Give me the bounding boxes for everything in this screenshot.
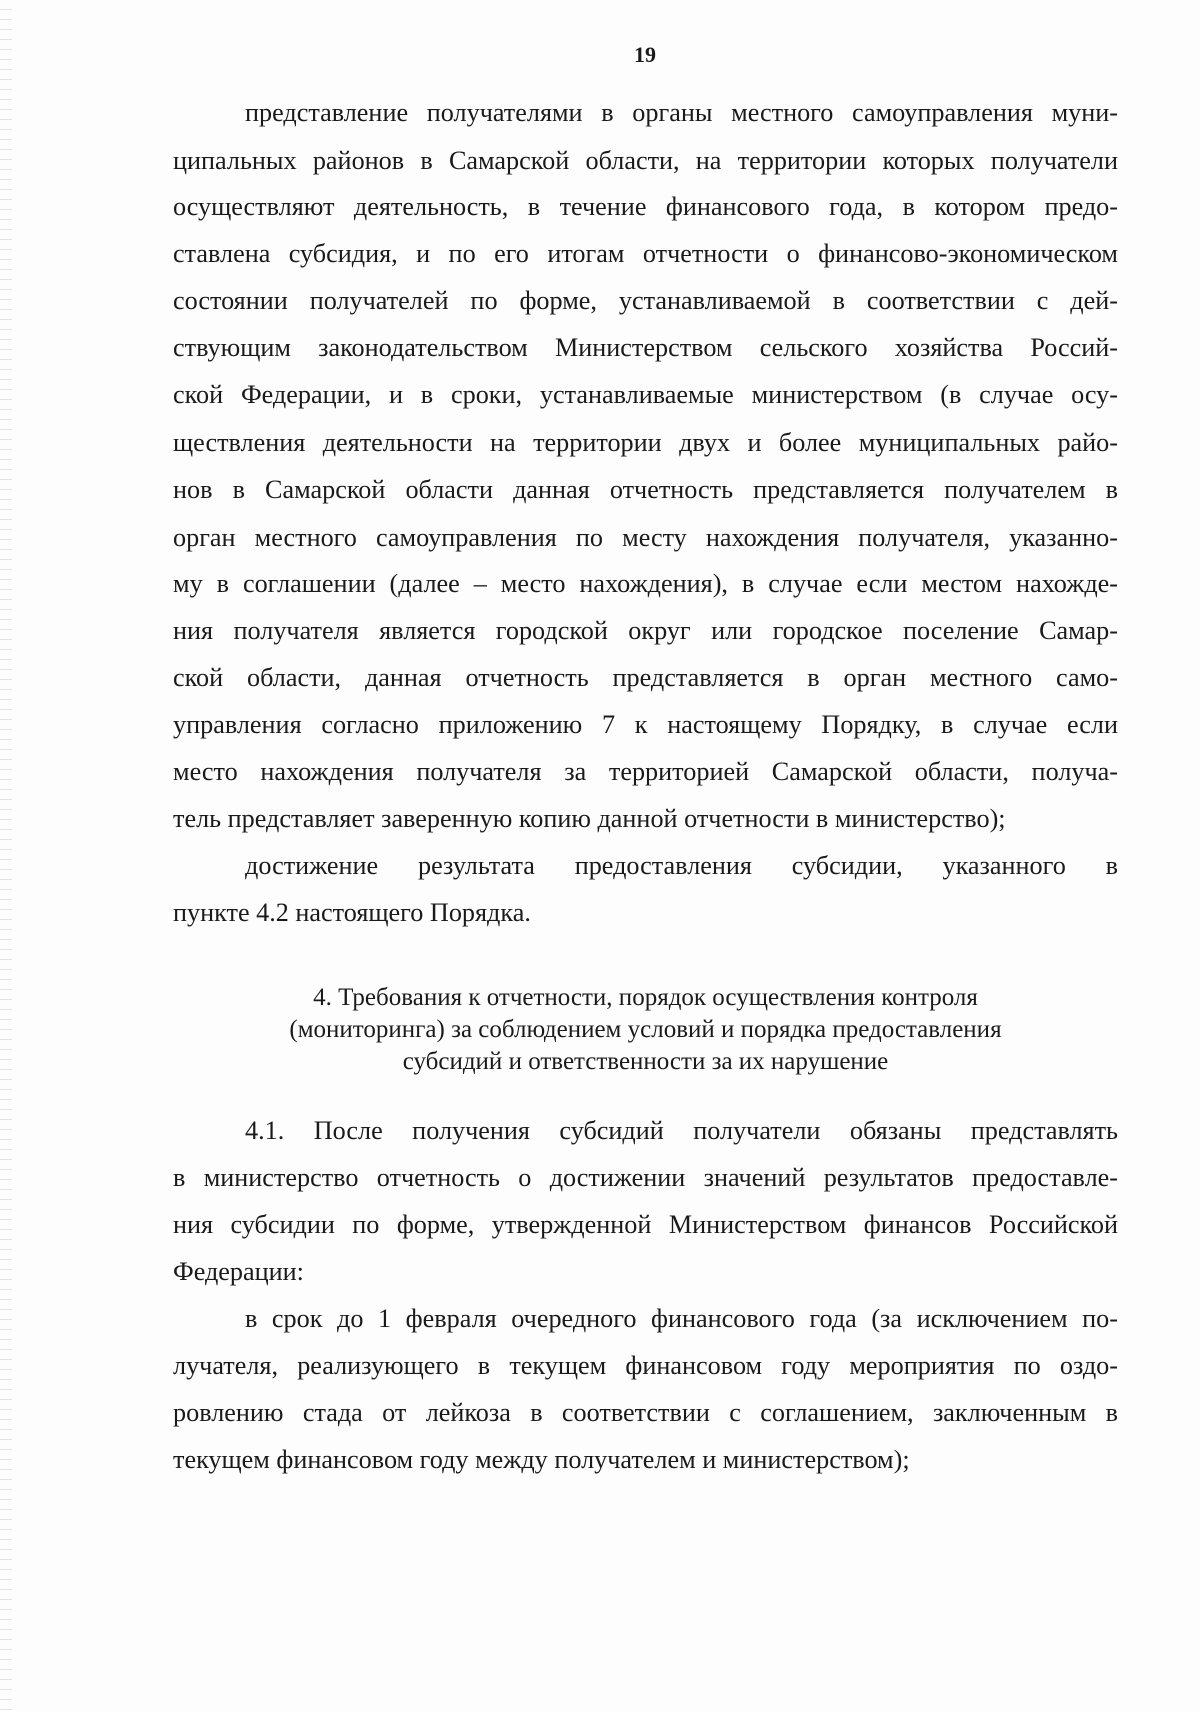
paragraph-line: осуществляют деятельность, в течение финансового года, в котором предо- [173,192,1118,221]
paragraph-line: тель представляет заверенную копию данной отчетности в министерство); [173,804,1006,833]
paragraph-line: представление получателями в органы местного самоуправления муни- [245,98,1118,127]
paragraph-line: место нахождения получателя за территорией Самарской области, получа- [173,757,1118,786]
paragraph-line: орган местного самоуправления по месту нахождения получателя, указанно- [173,523,1118,552]
paragraph-line: в министерство отчетность о достижении значений результатов предоставле- [173,1163,1118,1192]
paragraph-line: пункте 4.2 настоящего Порядка. [173,898,531,927]
paragraph-line: 4.1. После получения субсидий получатели обязаны представлять [245,1116,1118,1145]
paragraph-line: ской Федерации, и в сроки, устанавливаемые министерством (в случае осу- [173,380,1118,409]
paragraph-line: нов в Самарской области данная отчетность представляется получателем в [173,475,1118,504]
paragraph-line: в срок до 1 февраля очередного финансового года (за исключением по- [245,1304,1118,1333]
paragraph-line: управления согласно приложению 7 к настоящему Порядку, в случае если [173,710,1118,739]
paragraph-line: Федерации: [173,1257,304,1286]
section-heading-line: 4. Требования к отчетности, порядок осуществления контроля [313,984,978,1011]
section-heading-line: субсидий и ответственности за их нарушение [402,1048,889,1075]
paragraph-line: достижение результата предоставления субсидии, указанного в [245,851,1118,880]
paragraph-line: му в соглашении (далее – место нахождения), в случае если местом нахожде- [173,569,1118,598]
paragraph-line: ния субсидии по форме, утвержденной Министерством финансов Российской [173,1210,1118,1239]
page-number: 19 [634,42,656,67]
paragraph-line: ской области, данная отчетность представляется в орган местного само- [173,663,1118,692]
section-heading-line: (мониторинга) за соблюдением условий и порядка предоставления [289,1016,1002,1043]
paragraph-line: ществления деятельности на территории двух и более муниципальных райо- [173,428,1118,457]
paragraph-line: лучателя, реализующего в текущем финансовом году мероприятия по оздо- [173,1351,1118,1380]
paragraph-line: ствующим законодательством Министерством сельского хозяйства Россий- [173,333,1118,362]
paragraph-line: ровлению стада от лейкоза в соответствии с соглашением, заключенным в [173,1398,1118,1427]
paragraph-line: состоянии получателей по форме, устанавливаемой в соответствии с дей- [173,286,1118,315]
paragraph-line: ния получателя является городской округ или городское поселение Самар- [173,616,1118,645]
paragraph-line: текущем финансовом году между получателем и министерством); [173,1445,910,1474]
paragraph-line: ставлена субсидия, и по его итогам отчетности о финансово-экономическом [173,239,1118,268]
paragraph-line: ципальных районов в Самарской области, на территории которых получатели [173,146,1118,175]
scan-margin-artifact [0,0,12,1711]
